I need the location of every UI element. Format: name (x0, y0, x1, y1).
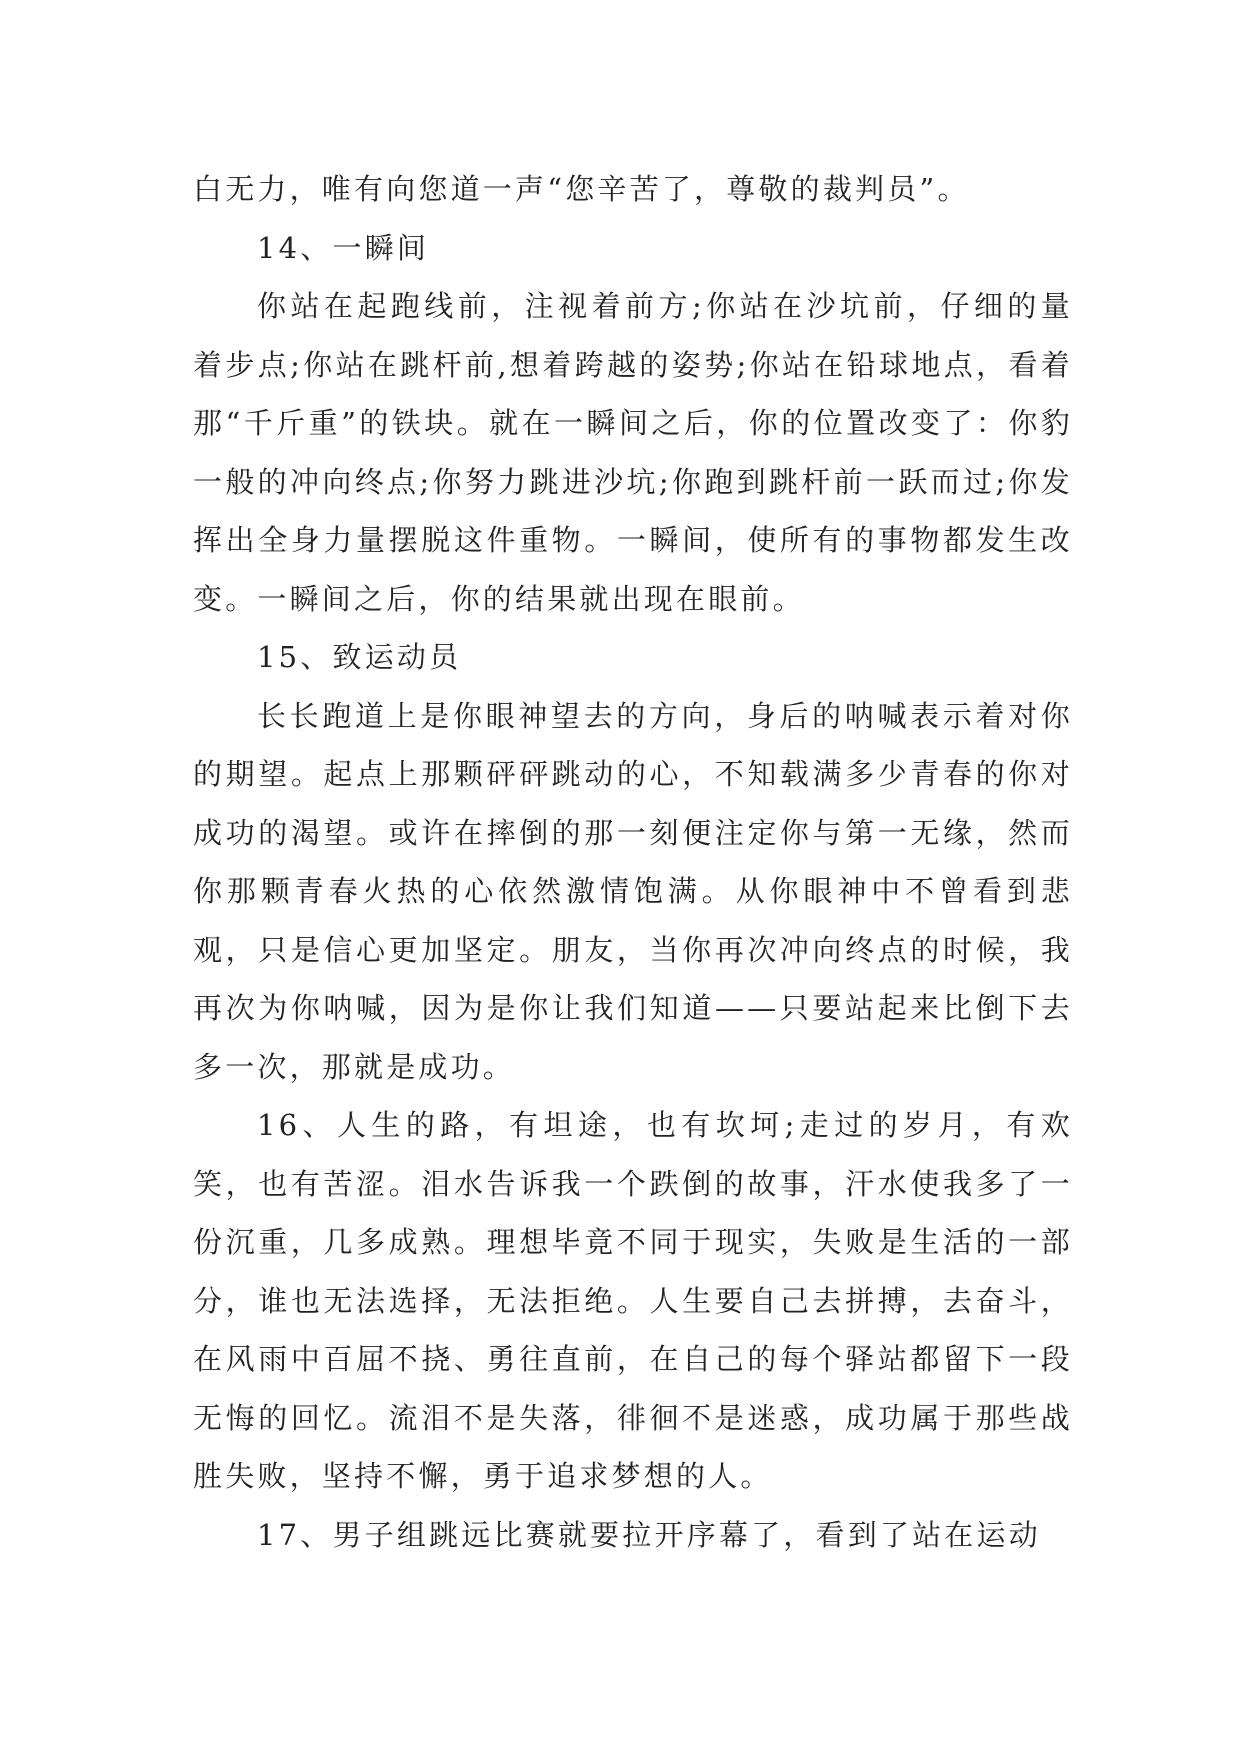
paragraph-continuation: 白无力，唯有向您道一声“您辛苦了，尊敬的裁判员”。 (193, 172, 970, 206)
document-body (193, 160, 1073, 1564)
paragraph-item-14: 你站在起跑线前，注视着前方;你站在沙坑前，仔细的量着步点;你站在跳杆前,想着跨越的姿势;你站在铅球地点，看着那“千斤重”的铁块。就在一瞬间之后，你的位置改变了：你豹一般的冲向终点;你努力跳进沙坑;你跑到跳杆前一跃而过;你发挥出全身力量摆脱这件重物。一瞬间，使所有的事物都发生改变。一瞬间之后，你的结果就出现在眼前。 (193, 289, 1073, 616)
paragraph-item-16: 16、人生的路，有坦途，也有坎坷;走过的岁月，有欢笑，也有苦涩。泪水告诉我一个跌倒的故事，汗水使我多了一份沉重，几多成熟。理想毕竟不同于现实，失败是生活的一部分，谁也无法选择，无法拒绝。人生要自己去拼搏，去奋斗，在风雨中百屈不挠、勇往直前，在自己的每个驿站都留下一段无悔的回忆。流泪不是失落，徘徊不是迷惑，成功属于那些战胜失败，坚持不懈，勇于追求梦想的人。 (193, 1108, 1073, 1493)
paragraph-item-17: 17、男子组跳远比赛就要拉开序幕了，看到了站在运动 (257, 1517, 1041, 1552)
heading-item-14: 14、一瞬间 (257, 230, 430, 265)
paragraph-item-15: 长长跑道上是你眼神望去的方向，身后的呐喊表示着对你的期望。起点上那颗砰砰跳动的心，不知载满多少青春的你对成功的渴望。或许在摔倒的那一刻便注定你与第一无缘，然而你那颗青春火热的心依然激情饱满。从你眼神中不曾看到悲观，只是信心更加坚定。朋友，当你再次冲向终点的时候，我再次为你呐喊，因为是你让我们知道——只要站起来比倒下去多一次，那就是成功。 (193, 698, 1073, 1084)
heading-item-15: 15、致运动员 (257, 640, 462, 674)
